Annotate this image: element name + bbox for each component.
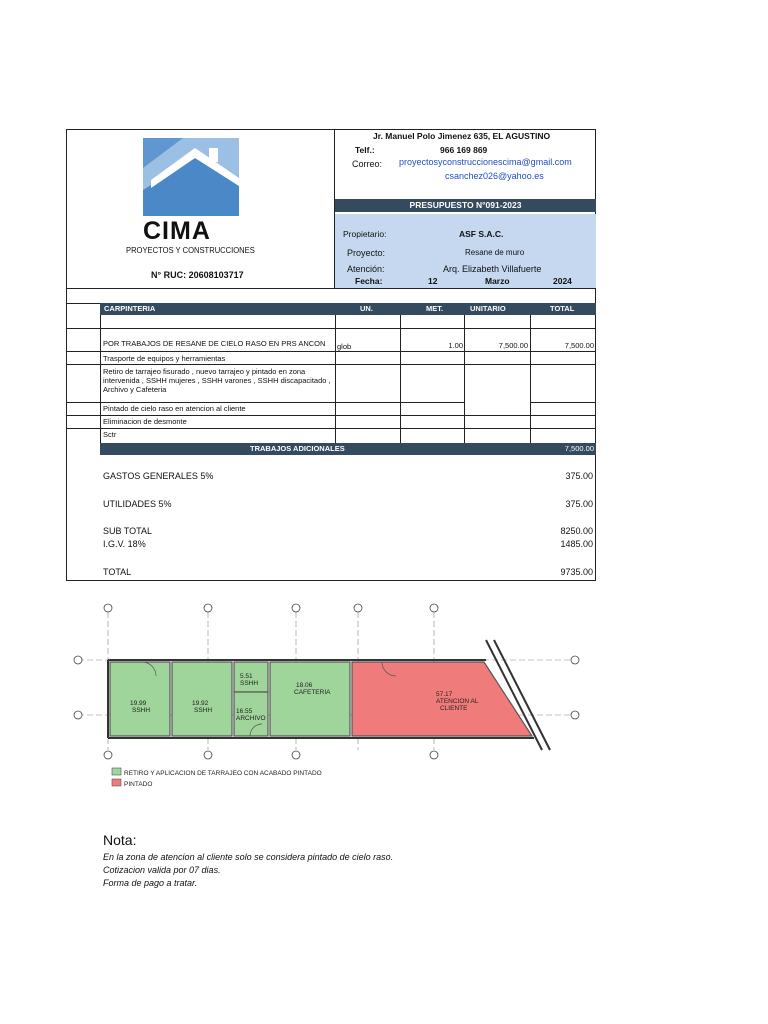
main-row-total: 7,500.00 bbox=[564, 341, 594, 350]
legend-green-swatch bbox=[112, 768, 121, 775]
date-month: Marzo bbox=[485, 276, 510, 286]
detail-item: Pintado de cielo raso en atencion al cliente bbox=[103, 404, 246, 413]
logo-block bbox=[67, 130, 335, 288]
attention-value: Arq. Elizabeth Villafuerte bbox=[443, 264, 542, 274]
header-total: TOTAL bbox=[550, 304, 575, 313]
phone-value: 966 169 869 bbox=[440, 145, 488, 155]
header-item: CARPINTERIA bbox=[104, 304, 156, 313]
legend-red-label: PINTADO bbox=[124, 781, 153, 788]
subtotal-value: 8250.00 bbox=[560, 526, 593, 536]
additional-label: TRABAJOS ADICIONALES bbox=[250, 444, 345, 453]
phone-label: Telf.: bbox=[355, 145, 375, 155]
main-row-unit: glob bbox=[337, 342, 352, 351]
owner-label: Propietario: bbox=[343, 229, 387, 239]
plan-room-name: SSHH bbox=[240, 680, 259, 687]
detail-item: Sctr bbox=[103, 430, 117, 439]
email-primary[interactable]: proyectosyconstruccionescima@gmail.com bbox=[399, 157, 572, 167]
date-year: 2024 bbox=[553, 276, 572, 286]
note-line: En la zona de atencion al cliente solo se considera pintado de cielo raso. bbox=[103, 852, 394, 862]
room-cafeteria bbox=[270, 662, 350, 736]
additional-total: 7,500.00 bbox=[564, 444, 594, 453]
project-label: Proyecto: bbox=[347, 248, 386, 258]
quote-title: PRESUPUESTO N°091-2023 bbox=[335, 199, 596, 212]
brand-name: CIMA bbox=[143, 217, 211, 245]
plan-room-name: SSHH bbox=[132, 707, 151, 714]
date-day: 12 bbox=[428, 276, 438, 286]
plan-room-area: 16.55 bbox=[236, 708, 253, 715]
general-expenses-label: GASTOS GENERALES 5% bbox=[103, 471, 214, 481]
plan-room-area: 19.92 bbox=[192, 700, 209, 707]
header-met: MET. bbox=[426, 304, 444, 313]
floor-plan bbox=[72, 600, 584, 790]
plan-room-name: CLIENTE bbox=[440, 705, 468, 712]
main-row-desc: POR TRABAJOS DE RESANE DE CIELO RASO EN PRS ANCON bbox=[103, 339, 326, 348]
plan-room-area: 57.17 bbox=[436, 691, 453, 698]
plan-room-name: SSHH bbox=[194, 707, 213, 714]
detail-item: Retiro de tarrajeo fisurado , nuevo tarrajeo y pintado en zona intervenida , SSHH mujeres , SSHH varones , SSHH discapacitado , Archivo y Cafeteria bbox=[103, 367, 331, 394]
igv-value: 1485.00 bbox=[560, 539, 593, 549]
plan-room-name: ATENCION AL bbox=[436, 698, 479, 705]
owner-value: ASF S.A.C. bbox=[459, 229, 504, 239]
detail-item: Trasporte de equipos y herramientas bbox=[103, 354, 226, 363]
project-value: Resane de muro bbox=[465, 248, 525, 257]
ruc-number: N° RUC: 20608103717 bbox=[151, 270, 244, 280]
company-address: Jr. Manuel Polo Jimenez 635, EL AGUSTINO bbox=[373, 131, 551, 141]
subtotal-label: SUB TOTAL bbox=[103, 526, 153, 536]
table-header bbox=[100, 303, 596, 315]
note-line: Forma de pago a tratar. bbox=[103, 878, 198, 888]
total-value: 9735.00 bbox=[560, 567, 593, 577]
email-secondary[interactable]: csanchez026@yahoo.es bbox=[445, 171, 544, 181]
total-label: TOTAL bbox=[103, 567, 132, 577]
brand-subtitle: PROYECTOS Y CONSTRUCCIONES bbox=[126, 246, 255, 255]
utilities-value: 375.00 bbox=[565, 499, 593, 509]
date-label: Fecha: bbox=[355, 276, 383, 286]
main-row-unit-price: 7,500.00 bbox=[498, 341, 528, 350]
additional-works-bar bbox=[100, 443, 596, 455]
igv-label: I.G.V. 18% bbox=[103, 539, 146, 549]
room-sshh-1 bbox=[110, 662, 170, 736]
plan-room-area: 19.99 bbox=[130, 700, 147, 707]
note-title: Nota: bbox=[103, 832, 137, 848]
header-unit-price: UNITARIO bbox=[470, 304, 506, 313]
utilities-label: UTILIDADES 5% bbox=[103, 499, 172, 509]
header-unit: UN. bbox=[360, 304, 373, 313]
plan-room-name: ARCHIVO bbox=[236, 715, 266, 722]
legend-green-label: RETIRO Y APLICACION DE TARRAJEO CON ACABADO PINTADO bbox=[124, 770, 322, 777]
detail-item: Eliminacion de desmonte bbox=[103, 417, 187, 426]
house-logo-icon bbox=[143, 138, 239, 216]
quotation-sheet bbox=[66, 129, 596, 581]
plan-room-area: 18.06 bbox=[296, 682, 313, 689]
email-label: Correo: bbox=[352, 159, 383, 169]
legend-red-swatch bbox=[112, 779, 121, 786]
main-row-met: 1.00 bbox=[448, 341, 463, 350]
room-sshh-2 bbox=[172, 662, 232, 736]
quote-info bbox=[335, 214, 596, 288]
attention-label: Atención: bbox=[347, 264, 385, 274]
note-line: Cotizacion valida por 07 dias. bbox=[103, 865, 221, 875]
plan-room-area: 5.51 bbox=[240, 673, 253, 680]
plan-room-name: CAFETERIA bbox=[294, 689, 331, 696]
general-expenses-value: 375.00 bbox=[565, 471, 593, 481]
